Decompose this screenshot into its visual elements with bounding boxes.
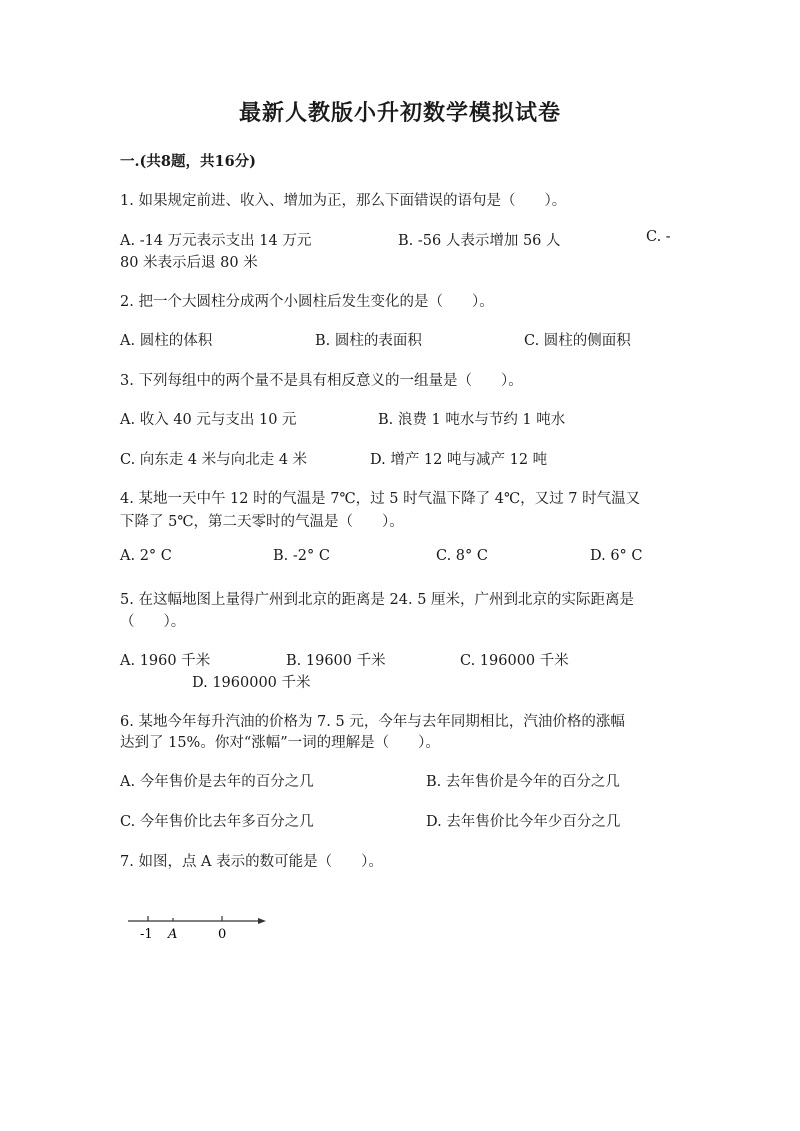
- question-6-stem-line-1: 6. 某地今年每升汽油的价格为 7. 5 元，今年与去年同期相比，汽油价格的涨幅: [120, 714, 625, 730]
- section-heading: 一.(共8题，共16分): [120, 153, 257, 170]
- question-2-stem: 2. 把一个大圆柱分成两个小圆柱后发生变化的是（ ）。: [120, 294, 494, 310]
- question-4-option-d: D. 6° C: [590, 548, 643, 564]
- question-5-stem-line-2: （ ）。: [120, 614, 186, 630]
- question-2-option-a: A. 圆柱的体积: [120, 333, 213, 349]
- question-1-option-c-continued: 80 米表示后退 80 米: [120, 255, 258, 271]
- question-4-option-a: A. 2° C: [120, 548, 172, 564]
- question-5-option-a: A. 1960 千米: [120, 653, 211, 669]
- question-6-option-a: A. 今年售价是去年的百分之几: [120, 774, 314, 790]
- question-6-option-c: C. 今年售价比去年多百分之几: [120, 814, 314, 830]
- label-minus-one: -1: [140, 927, 153, 942]
- label-zero: 0: [218, 927, 227, 942]
- label-point-a: A: [168, 927, 178, 942]
- question-6-option-d: D. 去年售价比今年少百分之几: [426, 814, 621, 830]
- question-3-option-b: B. 浪费 1 吨水与节约 1 吨水: [378, 412, 566, 428]
- number-line-figure: [128, 908, 278, 948]
- question-7-stem: 7. 如图，点 A 表示的数可能是（ ）。: [120, 854, 383, 870]
- question-3-option-d: D. 增产 12 吨与减产 12 吨: [370, 452, 548, 468]
- question-1-option-c: C. -: [646, 229, 671, 245]
- question-6-stem-line-2: 达到了 15%。你对“涨幅”一词的理解是（ ）。: [120, 735, 440, 751]
- question-4-stem-line-2: 下降了 5℃，第二天零时的气温是（ ）。: [120, 514, 404, 530]
- question-3-option-c: C. 向东走 4 米与向北走 4 米: [120, 452, 308, 468]
- question-5-option-d: D. 1960000 千米: [192, 675, 311, 691]
- question-5-option-b: B. 19600 千米: [286, 653, 386, 669]
- question-1-stem: 1. 如果规定前进、收入、增加为正，那么下面错误的语句是（ ）。: [120, 193, 567, 209]
- question-6-option-b: B. 去年售价是今年的百分之几: [426, 774, 620, 790]
- question-3-option-a: A. 收入 40 元与支出 10 元: [120, 412, 297, 428]
- page-title: 最新人教版小升初数学模拟试卷: [238, 100, 561, 126]
- number-line-arrow: [258, 918, 266, 924]
- question-1-option-b: B. -56 人表示增加 56 人: [398, 233, 561, 249]
- question-3-stem: 3. 下列每组中的两个量不是具有相反意义的一组量是（ ）。: [120, 373, 523, 389]
- question-4-option-c: C. 8° C: [436, 548, 488, 564]
- question-2-option-c: C. 圆柱的侧面积: [524, 333, 631, 349]
- question-1-option-a: A. -14 万元表示支出 14 万元: [120, 233, 312, 249]
- question-5-stem-line-1: 5. 在这幅地图上量得广州到北京的距离是 24. 5 厘米，广州到北京的实际距离是: [120, 592, 635, 608]
- question-4-stem-line-1: 4. 某地一天中午 12 时的气温是 7℃，过 5 时气温下降了 4℃，又过 7 时气温又: [120, 491, 641, 507]
- question-4-option-b: B. -2° C: [273, 548, 330, 564]
- question-2-option-b: B. 圆柱的表面积: [315, 333, 422, 349]
- question-5-option-c: C. 196000 千米: [460, 653, 569, 669]
